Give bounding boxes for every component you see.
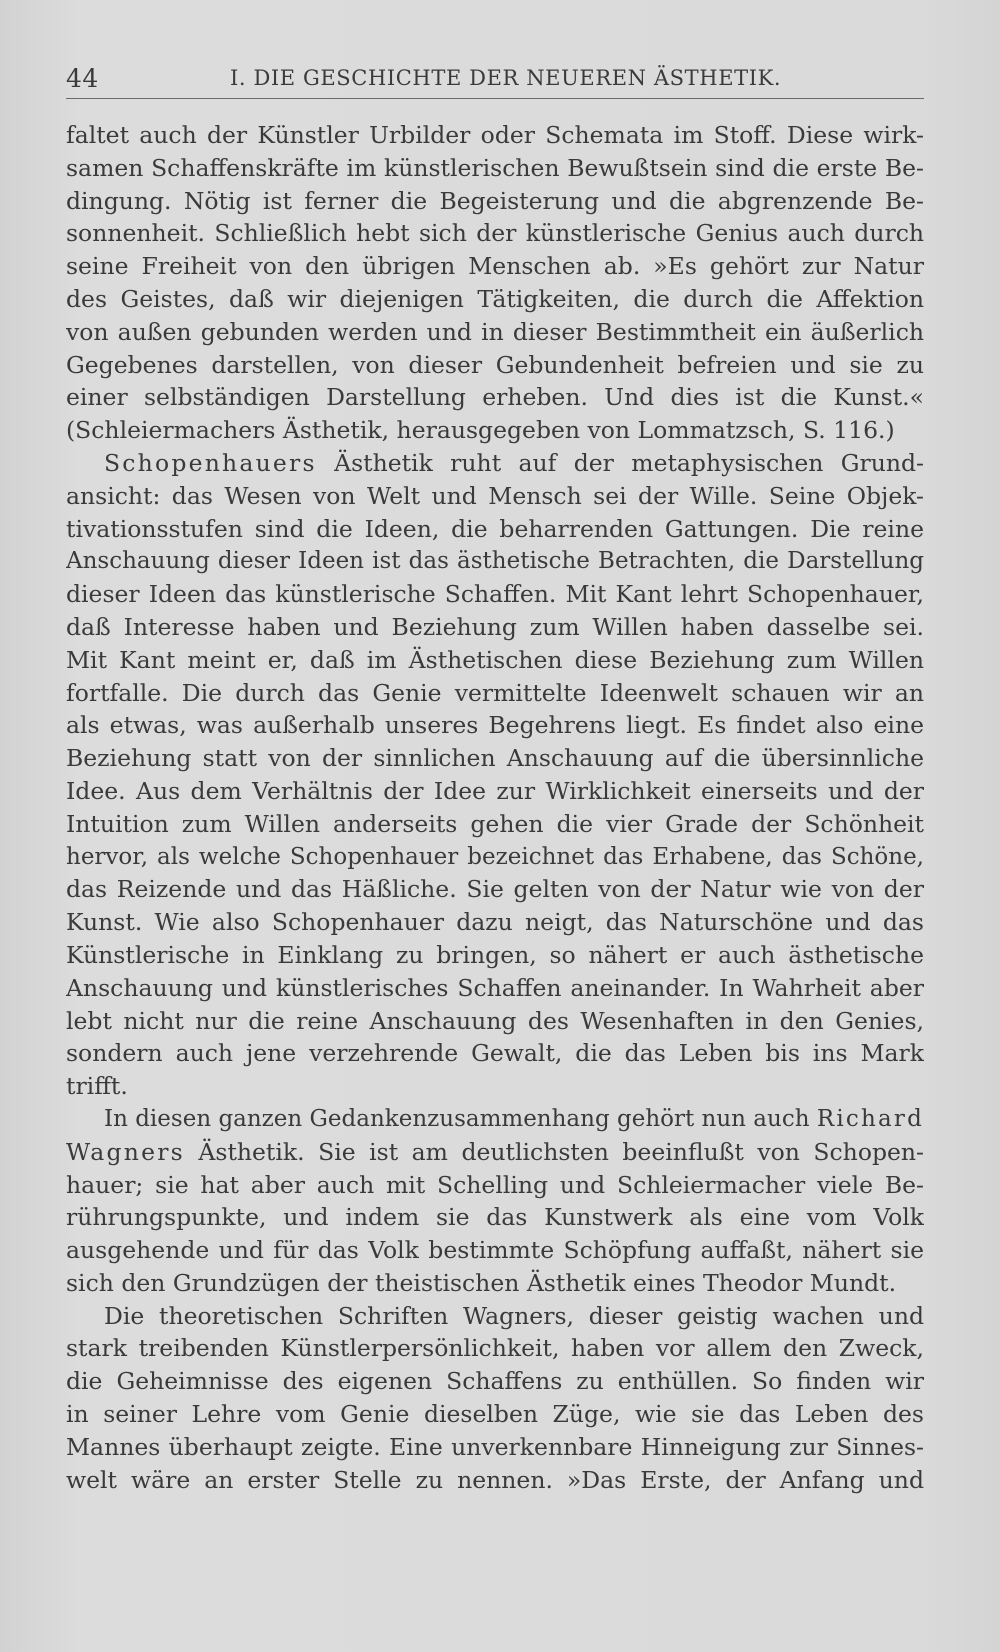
- page-header: [66, 58, 924, 99]
- text-line: [66, 1464, 924, 1497]
- text-line: [66, 414, 924, 447]
- line-text: als etwas, was außerhalb unseres Begehrens liegt. Es findet also eine: [66, 711, 924, 740]
- line-text: hauer; sie hat aber auch mit Schelling und Schleiermacher viele Be-: [66, 1170, 924, 1199]
- line-text: Kunst. Wie also Schopenhauer dazu neigt, das Naturschöne und das: [66, 908, 924, 937]
- text-line: [66, 119, 924, 152]
- text-line: [66, 349, 924, 382]
- spaced-name: Richard: [816, 1105, 924, 1132]
- line-text: von außen gebunden werden und in dieser Bestimmtheit ein äußerlich: [66, 317, 924, 346]
- text-line: [66, 1267, 924, 1300]
- text-line: [66, 742, 924, 775]
- line-text: in seiner Lehre vom Genie dieselben Züge, wie sie das Leben des: [66, 1400, 924, 1429]
- line-text: daß Interesse haben und Beziehung zum Willen haben dasselbe sei.: [66, 612, 924, 641]
- body-text: [66, 119, 924, 1496]
- line-text: Intuition zum Willen anderseits gehen die vier Grade der Schönheit: [66, 809, 924, 838]
- line-text: Anschauung und künstlerisches Schaffen aneinander. In Wahrheit aber: [66, 973, 924, 1002]
- text-line: [66, 906, 924, 939]
- line-text: einer selbständigen Darstellung erheben. Und dies ist die Kunst.«: [66, 383, 924, 412]
- line-text: seine Freiheit von den übrigen Menschen ab. »Es gehört zur Natur: [66, 252, 924, 281]
- line-text: In diesen ganzen Gedankenzusammenhang gehört nun auch: [104, 1105, 817, 1132]
- text-line: [66, 1201, 924, 1234]
- text-line: [66, 873, 924, 906]
- line-text: das Reizende und das Häßliche. Sie gelten von der Natur wie von der: [66, 875, 924, 904]
- text-line: [66, 1300, 924, 1333]
- line-text: dieser Ideen das künstlerische Schaffen. Mit Kant lehrt Schopenhauer,: [66, 580, 924, 609]
- line-text: ansicht: das Wesen von Welt und Mensch sei der Wille. Seine Objek-: [66, 481, 924, 510]
- line-text: Ästhetik. Sie ist am deutlichsten beeinflußt von Schopen-: [184, 1137, 924, 1166]
- text-line: [66, 1136, 924, 1169]
- line-text: Die theoretischen Schriften Wagners, dieser geistig wachen und: [104, 1301, 924, 1330]
- text-line: [66, 1169, 924, 1202]
- line-text: die Geheimnisse des eigenen Schaffens zu enthüllen. So finden wir: [66, 1367, 924, 1396]
- text-line: [66, 1103, 924, 1136]
- text-line: [66, 1005, 924, 1038]
- text-line: [66, 1398, 924, 1431]
- text-line: [66, 1037, 924, 1070]
- text-line: [66, 808, 924, 841]
- line-text: Idee. Aus dem Verhältnis der Idee zur Wirklichkeit einerseits und der: [66, 776, 924, 805]
- spaced-name: Wagners: [66, 1137, 185, 1166]
- spaced-name: Schopenhauers: [104, 448, 317, 477]
- text-line: [66, 513, 924, 546]
- line-text: Mannes überhaupt zeigte. Eine unverkennbare Hinneigung zur Sinnes-: [66, 1432, 924, 1461]
- text-line: [66, 611, 924, 644]
- line-text: sonnenheit. Schließlich hebt sich der künstlerische Genius auch durch: [66, 219, 924, 248]
- line-text: samen Schaffenskräfte im künstlerischen Bewußtsein sind die erste Be-: [66, 153, 924, 182]
- text-line: [66, 709, 924, 742]
- line-text: Mit Kant meint er, daß im Ästhetischen diese Beziehung zum Willen: [66, 645, 924, 674]
- line-text: des Geistes, daß wir diejenigen Tätigkeiten, die durch die Affektion: [66, 284, 924, 313]
- text-line: [66, 677, 924, 710]
- line-text: lebt nicht nur die reine Anschauung des Wesenhaften in den Genies,: [66, 1006, 924, 1035]
- text-line: [66, 775, 924, 808]
- text-line: [66, 939, 924, 972]
- line-text: hervor, als welche Schopenhauer bezeichnet das Erhabene, das Schöne,: [66, 843, 924, 870]
- text-line: [66, 381, 924, 414]
- text-line: [66, 1070, 924, 1103]
- line-text: sondern auch jene verzehrende Gewalt, die das Leben bis ins Mark: [66, 1039, 924, 1068]
- running-head: I. DIE GESCHICHTE DER NEUEREN ÄSTHETIK.: [230, 66, 782, 90]
- text-line: [66, 578, 924, 611]
- line-text: fortfalle. Die durch das Genie vermittelte Ideenwelt schauen wir an: [66, 678, 924, 707]
- line-text: sich den Grundzügen der theistischen Ästhetik eines Theodor Mundt.: [66, 1268, 897, 1297]
- text-line: [66, 316, 924, 349]
- text-line: [66, 545, 924, 578]
- text-line: [66, 217, 924, 250]
- line-text: Beziehung statt von der sinnlichen Anschauung auf die übersinnliche: [66, 744, 924, 773]
- text-line: [66, 1234, 924, 1267]
- line-text: welt wäre an erster Stelle zu nennen. »Das Erste, der Anfang und: [66, 1465, 924, 1494]
- line-text: tivationsstufen sind die Ideen, die beharrenden Gattungen. Die reine: [66, 514, 924, 543]
- line-text: faltet auch der Künstler Urbilder oder Schemata im Stoff. Diese wirk-: [66, 121, 924, 149]
- text-line: [66, 283, 924, 316]
- line-text: stark treibenden Künstlerpersönlichkeit, haben vor allem den Zweck,: [66, 1334, 924, 1363]
- line-text: rührungspunkte, und indem sie das Kunstwerk als eine vom Volk: [66, 1203, 924, 1232]
- text-line: [66, 185, 924, 218]
- text-line: [66, 972, 924, 1005]
- page-number: 44: [66, 64, 99, 93]
- text-line: [66, 1431, 924, 1464]
- text-line: [66, 1332, 924, 1365]
- line-text: ausgehende und für das Volk bestimmte Schöpfung auffaßt, nähert sie: [66, 1236, 924, 1265]
- text-line: [66, 250, 924, 283]
- text-line: [66, 152, 924, 185]
- text-line: [66, 447, 924, 480]
- text-line: [66, 644, 924, 677]
- text-line: [66, 1365, 924, 1398]
- line-text: Gegebenes darstellen, von dieser Gebundenheit befreien und sie zu: [66, 350, 924, 379]
- line-text: dingung. Nötig ist ferner die Begeisterung und die abgrenzende Be-: [66, 186, 924, 215]
- line-text: Anschauung dieser Ideen ist das ästhetische Betrachten, die Darstellung: [66, 548, 924, 575]
- line-text: trifft.: [66, 1072, 128, 1101]
- line-text: (Schleiermachers Ästhetik, herausgegeben von Lommatzsch, S. 116.): [66, 416, 895, 445]
- text-line: [66, 841, 924, 874]
- text-line: [66, 480, 924, 513]
- line-text: Ästhetik ruht auf der metaphysischen Grund-: [316, 448, 924, 477]
- line-text: Künstlerische in Einklang zu bringen, so nähert er auch ästhetische: [66, 940, 924, 969]
